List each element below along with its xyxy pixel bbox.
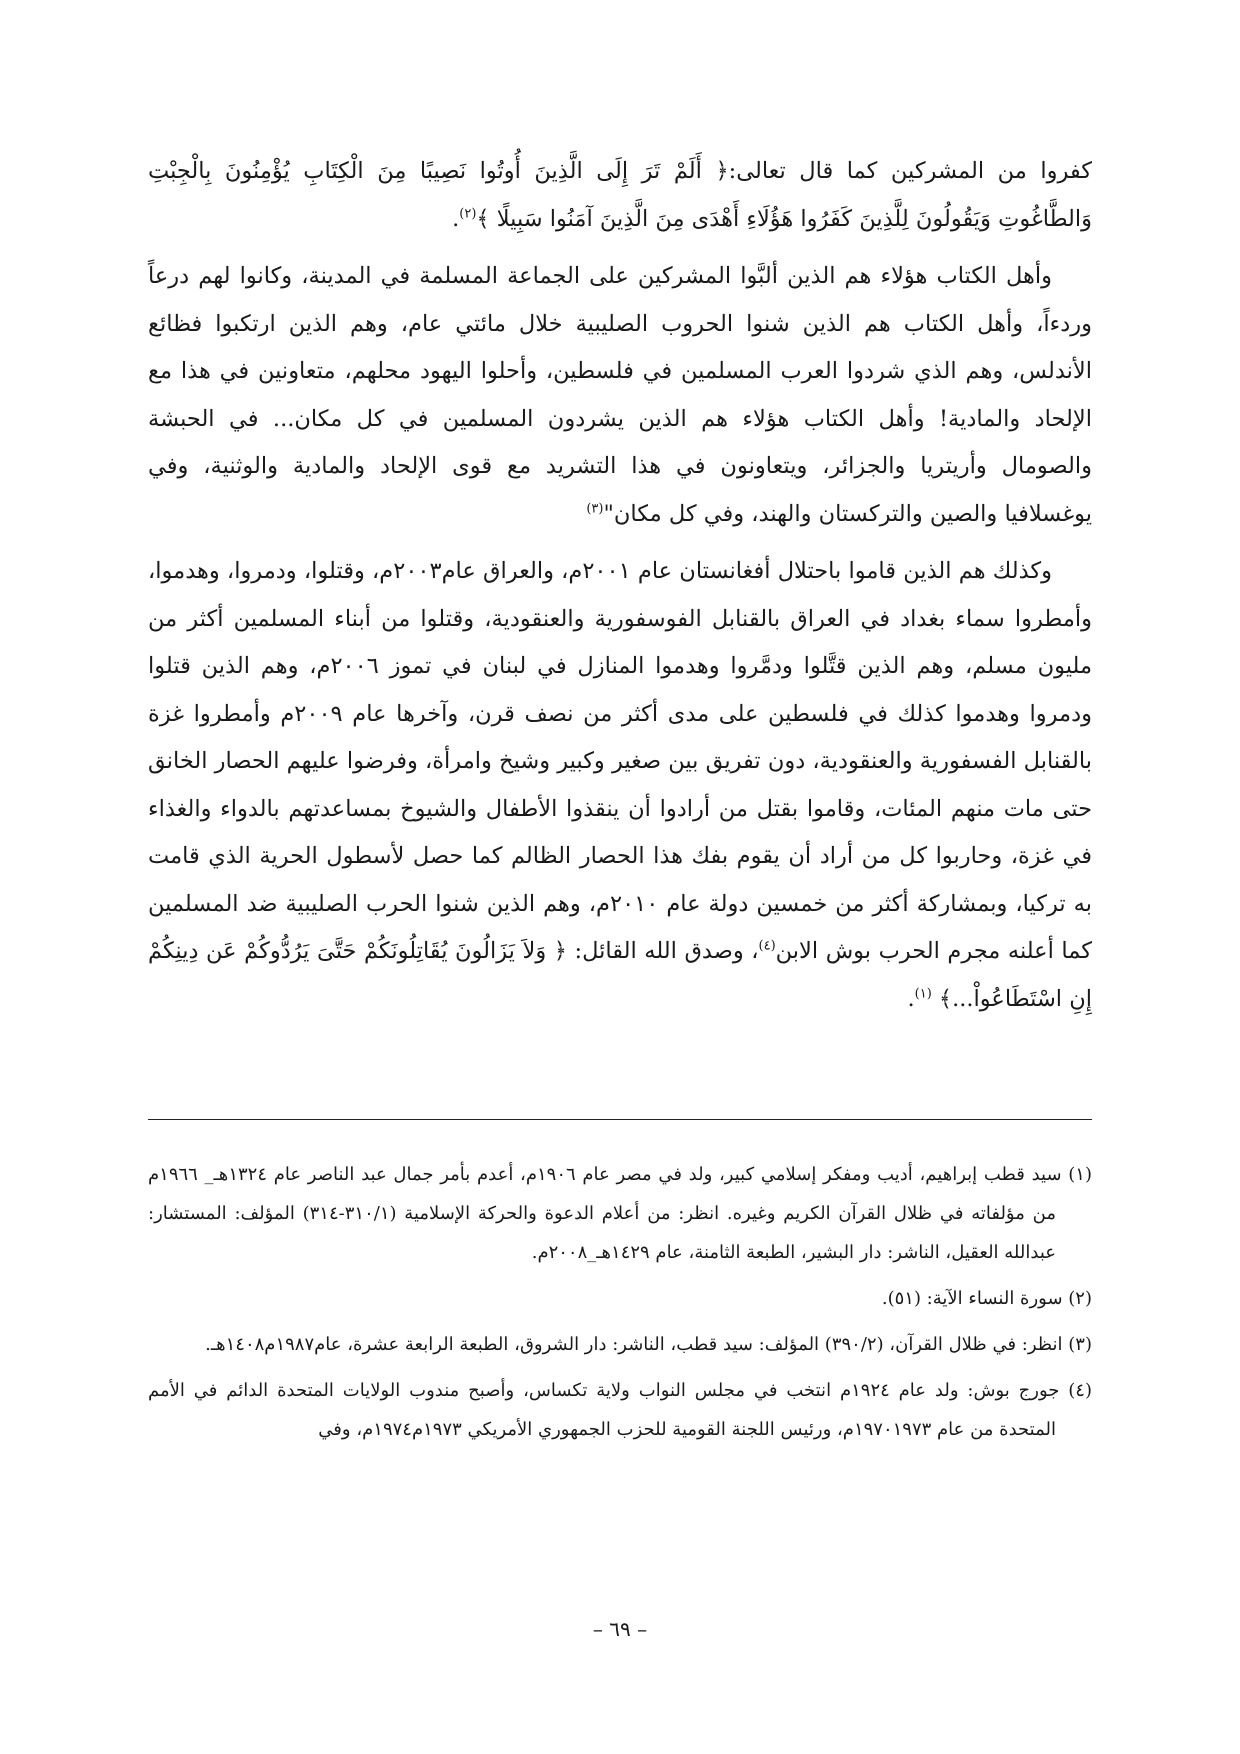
paragraph-1-end: . [452, 205, 460, 232]
paragraph-3-end: . [907, 985, 915, 1012]
footnote-2: (٢) سورة النساء الآية: (٥١). [881, 1288, 1092, 1309]
footnote-4: (٤) جورج بوش: ولد عام ١٩٢٤م انتخب في مجلس النواب ولاية تكساس، وأصبح مندوب الولايات المتحدة الدائم في الأمم المتحدة من عام ١٩٧٠١٩٧٣م، ورئيس اللجنة القومية للحزب الجمهوري الأمريكي ١٩٧٣م١٩٧٤م، وفي [148, 1380, 1092, 1440]
paragraph-3 [148, 548, 1092, 1023]
footnotes [148, 1155, 1092, 1456]
footnote-ref-2[interactable]: (٢) [459, 206, 477, 221]
footnote-3: (٣) انظر: في ظلال القرآن، (٣٩٠/٢) المؤلف: سيد قطب، الناشر: دار الشروق، الطبعة الرابعة عشرة، عام١٩٨٧م١٤٠٨هـ. [205, 1334, 1092, 1355]
footnote-ref-3[interactable]: (٣) [586, 501, 604, 516]
main-text [148, 148, 1092, 1033]
paragraph-1-text: كفروا من المشركين كما قال تعالى:﴿ أَلَمْ تَرَ إِلَى الَّذِينَ أُوتُوا نَصِيبًا مِنَ الْكِتَابِ يُؤْمِنُونَ بِالْجِبْتِ وَالطَّاغُوتِ وَيَقُولُونَ لِلَّذِينَ كَفَرُوا هَؤُلَاءِ أَهْدَى مِنَ الَّذِينَ آمَنُوا سَبِيلًا ﴾ [148, 158, 1092, 232]
footnote-divider [148, 1119, 1092, 1120]
paragraph-2 [148, 253, 1092, 538]
paragraph-2-text: وأهل الكتاب هؤلاء هم الذين ألبَّوا المشركين على الجماعة المسلمة في المدينة، وكانوا لهم درعاً وردءاً، وأهل الكتاب هم الذين شنوا الحروب الصليبية خلال مائتي عام، وهم الذين ارتكبوا فظائع الأندلس، وهم الذي شردوا العرب المسلمين في فلسطين، وأحلوا اليهود محلهم، متعاونين في هذا مع الإلحاد والمادية! وأهل الكتاب هؤلاء هم الذين يشردون المسلمين في كل مكان... في الحبشة والصومال وأريتريا والجزائر، ويتعاونون في هذا التشريد مع قوى الإلحاد والمادية والوثنية، وفي يوغسلافيا والصين والتركستان والهند، وفي كل مكان" [148, 263, 1092, 527]
footnote-ref-1-next-page[interactable]: (١) [914, 986, 932, 1001]
footnote-1: (١) سيد قطب إبراهيم، أديب ومفكر إسلامي كبير، ولد في مصر عام ١٩٠٦م، أعدم بأمر جمال عبد الناصر عام ١٣٢٤هـ_ ١٩٦٦م من مؤلفاته في ظلال القرآن الكريم وغيره. انظر: من أعلام الدعوة والحركة الإسلامية (٣١٠/١-٣١٤) المؤلف: المستشار: عبدالله العقيل، الناشر: دار البشير، الطبعة الثامنة، عام ١٤٢٩هـ_٢٠٠٨م. [148, 1164, 1092, 1263]
paragraph-3-quote: ، وصدق الله القائل: ﴿ وَلاَ يَزَالُونَ يُقَاتِلُونَكُمْ حَتَّىَ يَرُدُّوكُمْ عَن دِينِكُمْ إِنِ اسْتَطَاعُواْ...﴾ [148, 938, 1092, 1012]
footnote-ref-4[interactable]: (٤) [758, 938, 776, 954]
paragraph-3-text: وكذلك هم الذين قاموا باحتلال أفغانستان عام ٢٠٠١م، والعراق عام٢٠٠٣م، وقتلوا، ودمروا، وهدموا، وأمطروا سماء بغداد في العراق بالقنابل الفوسفورية والعنقودية، وقتلوا من أبناء المسلمين أكثر من مليون مسلم، وهم الذين قتَّلوا ودمَّروا وهدموا المنازل في لبنان في تموز ٢٠٠٦م، وهم الذين قتلوا ودمروا وهدموا كذلك في فلسطين على مدى أكثر من نصف قرن، وآخرها عام ٢٠٠٩م وأمطروا غزة بالقنابل الفسفورية والعنقودية، دون تفريق بين صغير وكبير وشيخ وامرأة، وفرضوا عليهم الحصار الخانق حتى مات منهم المئات، وقاموا بقتل من أرادوا أن ينقذوا الأطفال والشيوخ بمساعدتهم بالدواء والغذاء في غزة، وحاربوا كل من أراد أن يقوم بفك هذا الحصار الظالم كما حصل لأسطول الحرية الذي قامت به تركيا، وبمشاركة أكثر من خمسين دولة عام ٢٠١٠م، وهم الذين شنوا الحرب الصليبية ضد المسلمين كما أعلنه مجرم الحرب بوش الابن [148, 558, 1093, 964]
paragraph-1 [148, 148, 1092, 243]
page-number: – ٦٩ – [592, 1617, 648, 1641]
